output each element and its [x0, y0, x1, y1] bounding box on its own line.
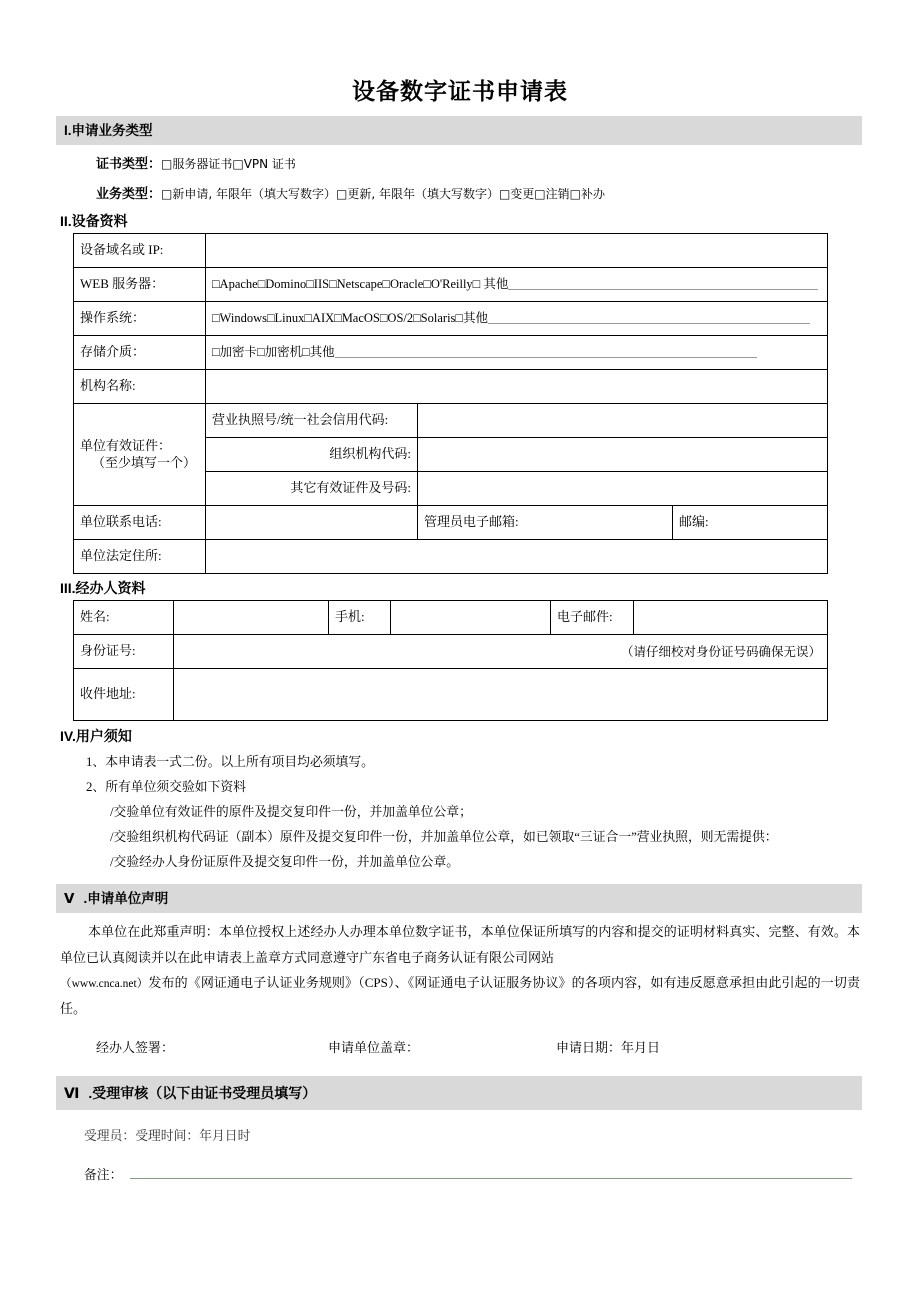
business-type-row	[60, 185, 860, 203]
table-row	[74, 669, 828, 721]
table-row	[74, 370, 828, 404]
table-row	[74, 268, 828, 302]
admin-email-label: 管理员电子邮箱:	[418, 506, 673, 540]
recv-address-label: 收件地址:	[74, 669, 174, 721]
notice-item: 1、本申请表一式二份。以上所有项目均必须填写。	[86, 755, 374, 770]
agent-info-table	[73, 600, 828, 721]
web-server-options[interactable]: □Apache□Domino□IIS□Netscape□Oracle□O'Reilly□ 其他	[212, 277, 509, 292]
remark-label: 备注：	[84, 1168, 123, 1183]
table-row	[74, 234, 828, 268]
cert-type-label: 证书类型：	[96, 156, 162, 172]
agent-id-cell[interactable]	[174, 635, 828, 669]
section-header-acceptance-review	[56, 1076, 862, 1110]
section-6-numeral: Ⅵ	[64, 1084, 80, 1101]
business-license-label: 营业执照号/统一社会信用代码:	[206, 404, 418, 438]
agent-mobile-label: 手机:	[329, 601, 391, 635]
device-info-table	[73, 233, 828, 574]
table-row	[74, 336, 828, 370]
remark-row	[60, 1148, 860, 1183]
section-header-declaration	[56, 884, 862, 914]
applicant-seal-label: 申请单位盖章：	[328, 1039, 420, 1055]
legal-address-label: 单位法定住所:	[74, 540, 206, 574]
agent-mobile-value[interactable]	[391, 601, 551, 635]
declaration-paragraph-1: 本单位在此郑重声明：本单位授权上述经办人办理本单位数字证书，本单位保证所填写的内容和提交的证明材料真实、完整、有效。本单位已认真阅读并以在此申请表上盖章方式同意遵守广东省电子商务认证有限公司网站	[60, 924, 860, 965]
agent-name-value[interactable]	[174, 601, 329, 635]
agent-email-label: 电子邮件:	[551, 601, 634, 635]
business-type-options[interactable]: □新申请, 年限年（填大写数字）□更新, 年限年（填大写数字）□变更□注销□补办	[161, 186, 605, 201]
postcode-label: 邮编:	[673, 506, 828, 540]
table-row	[74, 635, 828, 669]
agent-name-label: 姓名:	[74, 601, 174, 635]
table-row	[74, 404, 828, 438]
page-title: 设备数字证书申请表	[352, 78, 568, 104]
org-name-label: 机构名称:	[74, 370, 206, 404]
storage-label: 存储介质：	[74, 336, 206, 370]
web-server-other-fill[interactable]	[508, 277, 818, 290]
notice-subitem: /交验组织机构代码证（副本）原件及提交复印件一份，并加盖单位公章，如已领取“三证合一”营业执照，则无需提供：	[110, 830, 778, 845]
notice-item: 2、所有单位须交验如下资料	[86, 780, 246, 795]
user-notice-list	[60, 748, 860, 875]
valid-cert-group-label	[74, 404, 206, 506]
section-5-numeral: Ⅴ	[64, 890, 75, 906]
device-domain-value[interactable]	[206, 234, 828, 268]
notice-subitem: /交验经办人身份证原件及提交复印件一份，并加盖单位公章。	[110, 855, 460, 869]
storage-options-cell[interactable]	[206, 336, 828, 370]
other-cert-label: 其它有效证件及号码:	[206, 472, 418, 506]
section-6-heading-text: .受理审核（以下由证书受理员填写）	[88, 1084, 317, 1101]
agent-email-value[interactable]	[634, 601, 828, 635]
os-options-cell[interactable]	[206, 302, 828, 336]
org-code-label: 组织机构代码:	[206, 438, 418, 472]
cert-type-row	[60, 155, 860, 173]
declaration-website: （www.cnca.net）	[60, 978, 149, 991]
notice-subitem: /交验单位有效证件的原件及提交复印件一份，并加盖单位公章；	[110, 805, 472, 820]
business-type-label: 业务类型：	[96, 185, 162, 201]
valid-cert-label-sub: （至少填写一个）	[92, 454, 197, 470]
agent-signature-label: 经办人签署：	[96, 1039, 175, 1055]
web-server-options-cell[interactable]	[206, 268, 828, 302]
agent-id-label: 身份证号:	[74, 635, 174, 669]
section-header-device-info: II.设备资料	[60, 213, 128, 230]
os-other-fill[interactable]	[488, 311, 810, 324]
org-phone-value[interactable]	[206, 506, 418, 540]
storage-other-fill[interactable]	[335, 345, 757, 358]
signature-row	[60, 1021, 860, 1056]
table-row	[74, 302, 828, 336]
web-server-label: WEB 服务器：	[74, 268, 206, 302]
declaration-paragraph-2	[60, 970, 860, 1021]
table-row	[74, 601, 828, 635]
declaration-paragraph-2-rest: 发布的《网证通电子认证业务规则》（CPS）、《网证通电子认证服务协议》的各项内容，如有违反愿意承担由此引起的一切责任。	[60, 975, 861, 1016]
cert-type-options[interactable]: □服务器证书□VPN 证书	[161, 157, 296, 172]
agent-id-note: （请仔细校对身份证号码确保无误）	[620, 644, 821, 659]
org-phone-label: 单位联系电话:	[74, 506, 206, 540]
section-header-user-notice: IV.用户须知	[60, 728, 132, 745]
section-5-heading-text: .申请单位声明	[83, 890, 169, 906]
storage-options[interactable]: □加密卡□加密机□其他	[212, 345, 335, 360]
device-domain-label: 设备域名或 IP:	[74, 234, 206, 268]
table-row	[74, 506, 828, 540]
org-code-value[interactable]	[418, 438, 828, 472]
other-cert-value[interactable]	[418, 472, 828, 506]
remark-fill[interactable]	[130, 1167, 852, 1179]
section-header-application-type: I.申请业务类型	[56, 116, 862, 146]
table-row	[74, 540, 828, 574]
os-label: 操作系统：	[74, 302, 206, 336]
valid-cert-label-main: 单位有效证件：	[80, 437, 172, 453]
section-header-agent-info: III.经办人资料	[60, 580, 146, 597]
declaration-body	[60, 913, 860, 1020]
recv-address-value[interactable]	[174, 669, 828, 721]
org-name-value[interactable]	[206, 370, 828, 404]
business-license-value[interactable]	[418, 404, 828, 438]
os-options[interactable]: □Windows□Linux□AIX□MacOS□OS/2□Solaris□其他	[212, 311, 488, 326]
acceptor-line: 受理员：受理时间：年月日时	[84, 1128, 251, 1143]
legal-address-value[interactable]	[206, 540, 828, 574]
application-date-label: 申请日期：年月日	[556, 1039, 661, 1055]
